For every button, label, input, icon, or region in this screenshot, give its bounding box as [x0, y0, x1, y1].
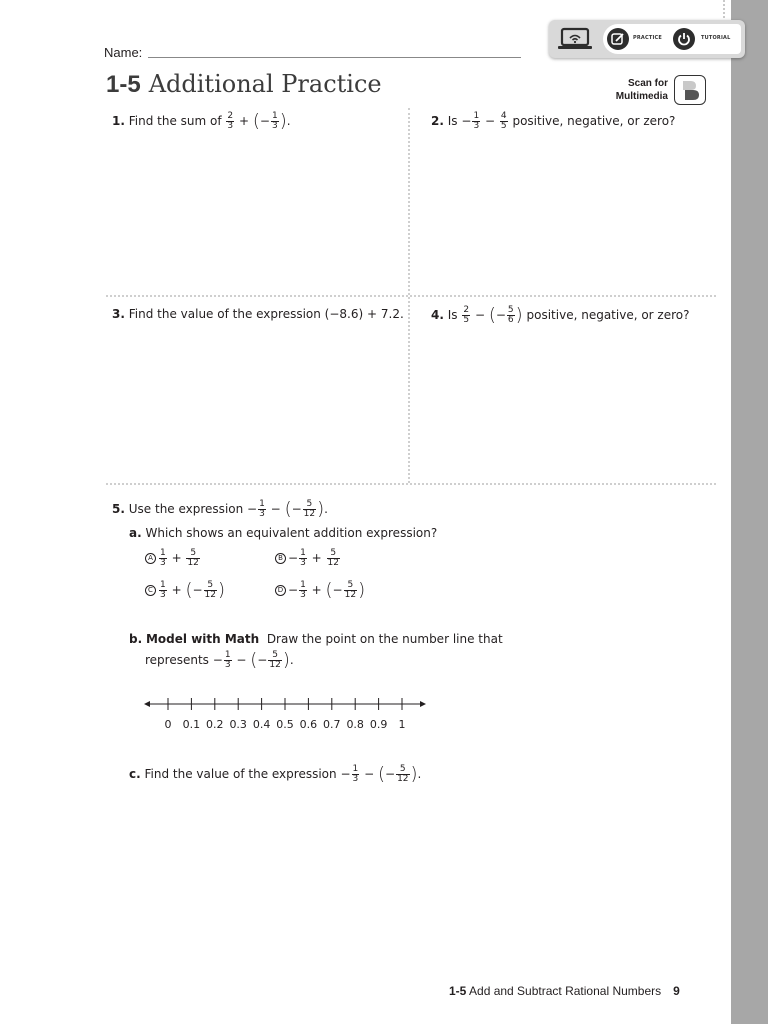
scan-for-multimedia: Scan for Multimedia	[615, 78, 668, 102]
page-number: 9	[673, 984, 680, 998]
number-line-tick-label: 0.3	[229, 718, 247, 731]
number-line-tick-label: 0.1	[182, 718, 201, 731]
question-5c: c. Find the value of the expression − $\frac{1}{3}$ − (− $\frac{5}{12}$ ).	[129, 763, 422, 785]
number-line-tick-label: 0.2	[206, 718, 224, 731]
number-line[interactable]	[144, 692, 434, 734]
fraction: $\frac{1}{3}$	[271, 111, 278, 131]
top-divider	[723, 0, 725, 22]
laptop-wifi-icon[interactable]	[557, 27, 593, 51]
toolbar-buttons	[603, 24, 741, 54]
lesson-number: 1-5	[106, 71, 141, 98]
fraction: $\frac{1}{3}$	[473, 111, 480, 131]
fraction: $\frac{1}{3}$	[352, 764, 359, 784]
option-letter: C	[145, 585, 156, 596]
page-footer: 1-5 Add and Subtract Rational Numbers 9	[449, 984, 680, 998]
question-2: 2. Is − $\frac{1}{3}$ − $\frac{4}{5}$ positive, negative, or zero?	[431, 111, 676, 131]
page-edge-bar	[731, 0, 768, 1024]
option-d[interactable]: D − $\frac{1}{3}$ + (− $\frac{5}{12}$ )	[275, 581, 365, 600]
page-title	[106, 70, 382, 99]
option-c[interactable]: C $\frac{1}{3}$ + (− $\frac{5}{12}$ )	[145, 581, 225, 600]
fraction: $\frac{2}{3}$	[227, 111, 234, 131]
option-letter: B	[275, 553, 286, 564]
arrow-left-icon	[144, 701, 150, 707]
number-line-tick-label: 0.5	[276, 718, 294, 731]
name-field-line[interactable]	[148, 57, 521, 58]
question-3: 3. Find the value of the expression (−8.6) + 7.2.	[112, 307, 404, 321]
fraction: $\frac{5}{6}$	[507, 305, 514, 325]
fraction: $\frac{4}{5}$	[500, 111, 507, 131]
number-line-tick-label: 0.4	[252, 718, 271, 731]
fraction: $\frac{2}{5}$	[463, 305, 470, 325]
option-letter: A	[145, 553, 156, 564]
question-5a: a. Which shows an equivalent addition expression?	[129, 526, 438, 540]
number-line-tick-label: 0.6	[299, 718, 318, 731]
fraction: $\frac{5}{12}$	[269, 650, 281, 670]
option-b[interactable]: B − $\frac{1}{3}$ + $\frac{5}{12}$	[275, 549, 341, 568]
question-4: 4. Is $\frac{2}{5}$ − (− $\frac{5}{6}$ ) positive, negative, or zero?	[431, 304, 690, 326]
number-line-tick-label: 0	[164, 718, 172, 731]
number-line-tick-label: 0.7	[323, 718, 341, 731]
arrow-right-icon	[420, 701, 426, 707]
practice-icon[interactable]	[607, 28, 629, 50]
question-5b: b. Model with Math Draw the point on the number line that	[129, 632, 503, 646]
name-label: Name:	[104, 45, 143, 60]
fraction: $\frac{1}{3}$	[259, 499, 265, 519]
tutorial-label[interactable]: TUTORIAL	[701, 35, 731, 41]
horizontal-divider-1	[106, 295, 716, 297]
option-a[interactable]: A $\frac{1}{3}$ + $\frac{5}{12}$	[145, 549, 201, 568]
horizontal-divider-2	[106, 483, 716, 485]
number-line-tick-label: 0.8	[346, 718, 364, 731]
fraction: $\frac{5}{12}$	[397, 764, 409, 784]
fraction: $\frac{5}{12}$	[303, 499, 316, 519]
question-5b-line2: represents − $\frac{1}{3}$ − (− $\frac{5}{12}$ ).	[145, 649, 294, 671]
option-letter: D	[275, 585, 286, 596]
number-line-tick-label: 0.9	[369, 718, 388, 731]
multimedia-logo-icon[interactable]	[674, 75, 706, 105]
question-5: 5. Use the expression − $\frac{1}{3}$ − (− $\frac{5}{12}$ ).	[112, 498, 328, 520]
number-line-tick-label: 1	[398, 718, 406, 731]
question-1: 1. Find the sum of $\frac{2}{3}$ + (− $\frac{1}{3}$ ).	[112, 110, 291, 132]
fraction: $\frac{1}{3}$	[224, 650, 231, 670]
tutorial-icon[interactable]	[673, 28, 695, 50]
title-text: Additional Practice	[148, 70, 382, 98]
media-toolbar	[549, 20, 745, 58]
practice-label[interactable]: PRACTICE	[633, 35, 663, 41]
